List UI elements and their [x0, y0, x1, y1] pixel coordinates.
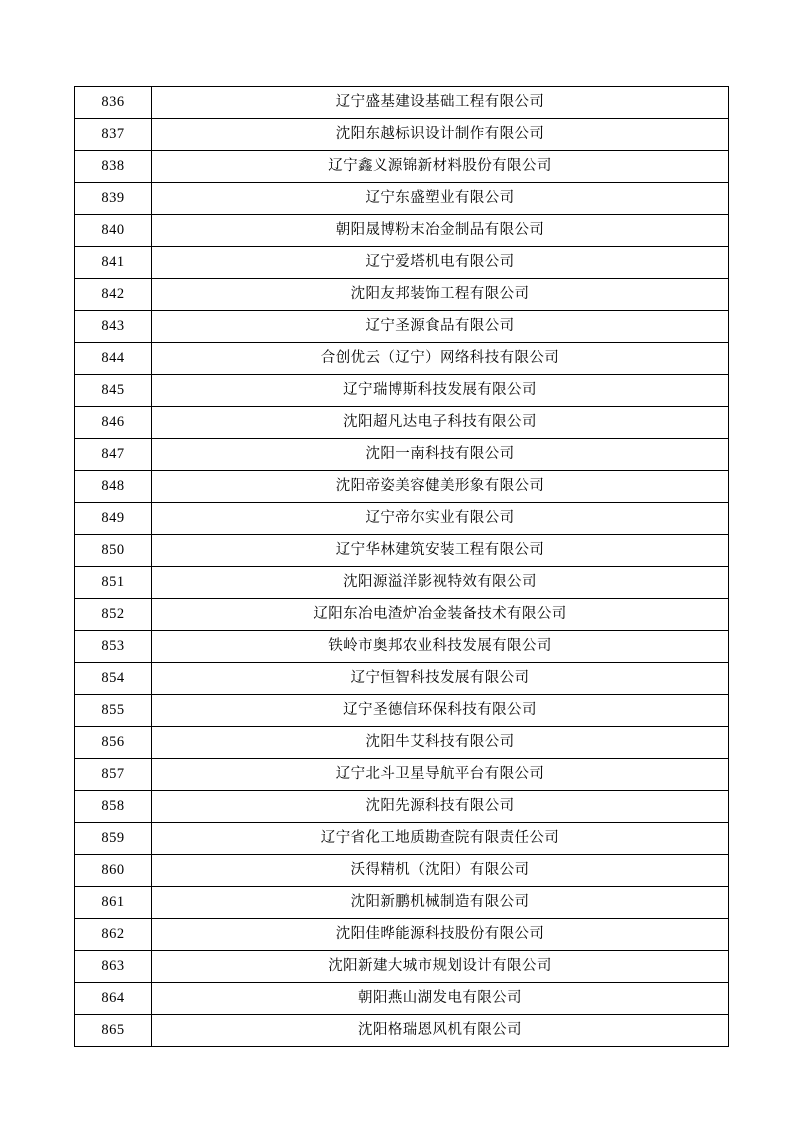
table-row — [75, 535, 729, 567]
row-index-cell: 853 — [75, 631, 152, 663]
row-index-cell: 847 — [75, 439, 152, 471]
row-index-cell: 861 — [75, 887, 152, 919]
row-index-cell: 851 — [75, 567, 152, 599]
table-row — [75, 375, 729, 407]
row-index-cell: 838 — [75, 151, 152, 183]
row-index-cell: 863 — [75, 951, 152, 983]
company-name-cell: 辽宁盛基建设基础工程有限公司 — [152, 87, 729, 119]
row-index-cell: 845 — [75, 375, 152, 407]
table-row — [75, 887, 729, 919]
row-index-cell: 849 — [75, 503, 152, 535]
row-index-cell: 844 — [75, 343, 152, 375]
table-row — [75, 599, 729, 631]
row-index-cell: 859 — [75, 823, 152, 855]
table-row — [75, 183, 729, 215]
table-row — [75, 407, 729, 439]
company-name-cell: 辽宁恒智科技发展有限公司 — [152, 663, 729, 695]
company-name-cell: 沈阳一南科技有限公司 — [152, 439, 729, 471]
table-row — [75, 855, 729, 887]
table-row — [75, 439, 729, 471]
company-name-cell: 辽宁帝尔实业有限公司 — [152, 503, 729, 535]
company-name-cell: 沈阳源溢洋影视特效有限公司 — [152, 567, 729, 599]
row-index-cell: 857 — [75, 759, 152, 791]
company-name-cell: 沃得精机（沈阳）有限公司 — [152, 855, 729, 887]
company-name-cell: 辽宁爱塔机电有限公司 — [152, 247, 729, 279]
row-index-cell: 848 — [75, 471, 152, 503]
row-index-cell: 846 — [75, 407, 152, 439]
table-row — [75, 983, 729, 1015]
table-row — [75, 151, 729, 183]
row-index-cell: 858 — [75, 791, 152, 823]
table-row — [75, 951, 729, 983]
company-name-cell: 辽宁省化工地质勘查院有限责任公司 — [152, 823, 729, 855]
row-index-cell: 840 — [75, 215, 152, 247]
row-index-cell: 860 — [75, 855, 152, 887]
table-row — [75, 663, 729, 695]
table-row — [75, 727, 729, 759]
table-row — [75, 119, 729, 151]
table-row — [75, 87, 729, 119]
table-row — [75, 215, 729, 247]
company-name-cell: 辽阳东冶电渣炉冶金装备技术有限公司 — [152, 599, 729, 631]
row-index-cell: 843 — [75, 311, 152, 343]
company-name-cell: 辽宁圣德信环保科技有限公司 — [152, 695, 729, 727]
company-name-cell: 铁岭市奥邦农业科技发展有限公司 — [152, 631, 729, 663]
row-index-cell: 839 — [75, 183, 152, 215]
company-name-cell: 沈阳新鹏机械制造有限公司 — [152, 887, 729, 919]
company-name-cell: 沈阳先源科技有限公司 — [152, 791, 729, 823]
company-name-cell: 朝阳燕山湖发电有限公司 — [152, 983, 729, 1015]
row-index-cell: 855 — [75, 695, 152, 727]
company-name-cell: 沈阳佳晔能源科技股份有限公司 — [152, 919, 729, 951]
company-list-table — [74, 86, 729, 1047]
row-index-cell: 856 — [75, 727, 152, 759]
company-name-cell: 沈阳牛艾科技有限公司 — [152, 727, 729, 759]
row-index-cell: 854 — [75, 663, 152, 695]
row-index-cell: 865 — [75, 1015, 152, 1047]
table-row — [75, 759, 729, 791]
company-name-cell: 辽宁圣源食品有限公司 — [152, 311, 729, 343]
table-row — [75, 279, 729, 311]
company-name-cell: 沈阳新建大城市规划设计有限公司 — [152, 951, 729, 983]
company-name-cell: 辽宁华林建筑安装工程有限公司 — [152, 535, 729, 567]
row-index-cell: 841 — [75, 247, 152, 279]
row-index-cell: 842 — [75, 279, 152, 311]
company-name-cell: 辽宁瑞博斯科技发展有限公司 — [152, 375, 729, 407]
company-name-cell: 沈阳帝姿美容健美形象有限公司 — [152, 471, 729, 503]
company-name-cell: 沈阳友邦装饰工程有限公司 — [152, 279, 729, 311]
company-table-wrapper — [74, 86, 726, 1047]
table-row — [75, 919, 729, 951]
table-row — [75, 247, 729, 279]
table-row — [75, 567, 729, 599]
row-index-cell: 837 — [75, 119, 152, 151]
table-row — [75, 503, 729, 535]
company-name-cell: 沈阳格瑞恩风机有限公司 — [152, 1015, 729, 1047]
company-name-cell: 辽宁东盛塑业有限公司 — [152, 183, 729, 215]
company-name-cell: 辽宁鑫义源锦新材料股份有限公司 — [152, 151, 729, 183]
company-name-cell: 沈阳超凡达电子科技有限公司 — [152, 407, 729, 439]
company-name-cell: 沈阳东越标识设计制作有限公司 — [152, 119, 729, 151]
company-table-body — [75, 87, 729, 1047]
table-row — [75, 823, 729, 855]
row-index-cell: 864 — [75, 983, 152, 1015]
company-name-cell: 辽宁北斗卫星导航平台有限公司 — [152, 759, 729, 791]
table-row — [75, 631, 729, 663]
table-row — [75, 471, 729, 503]
table-row — [75, 791, 729, 823]
row-index-cell: 836 — [75, 87, 152, 119]
table-row — [75, 695, 729, 727]
row-index-cell: 862 — [75, 919, 152, 951]
table-row — [75, 311, 729, 343]
table-row — [75, 343, 729, 375]
company-name-cell: 合创优云（辽宁）网络科技有限公司 — [152, 343, 729, 375]
table-row — [75, 1015, 729, 1047]
company-name-cell: 朝阳晟博粉末冶金制品有限公司 — [152, 215, 729, 247]
row-index-cell: 852 — [75, 599, 152, 631]
row-index-cell: 850 — [75, 535, 152, 567]
